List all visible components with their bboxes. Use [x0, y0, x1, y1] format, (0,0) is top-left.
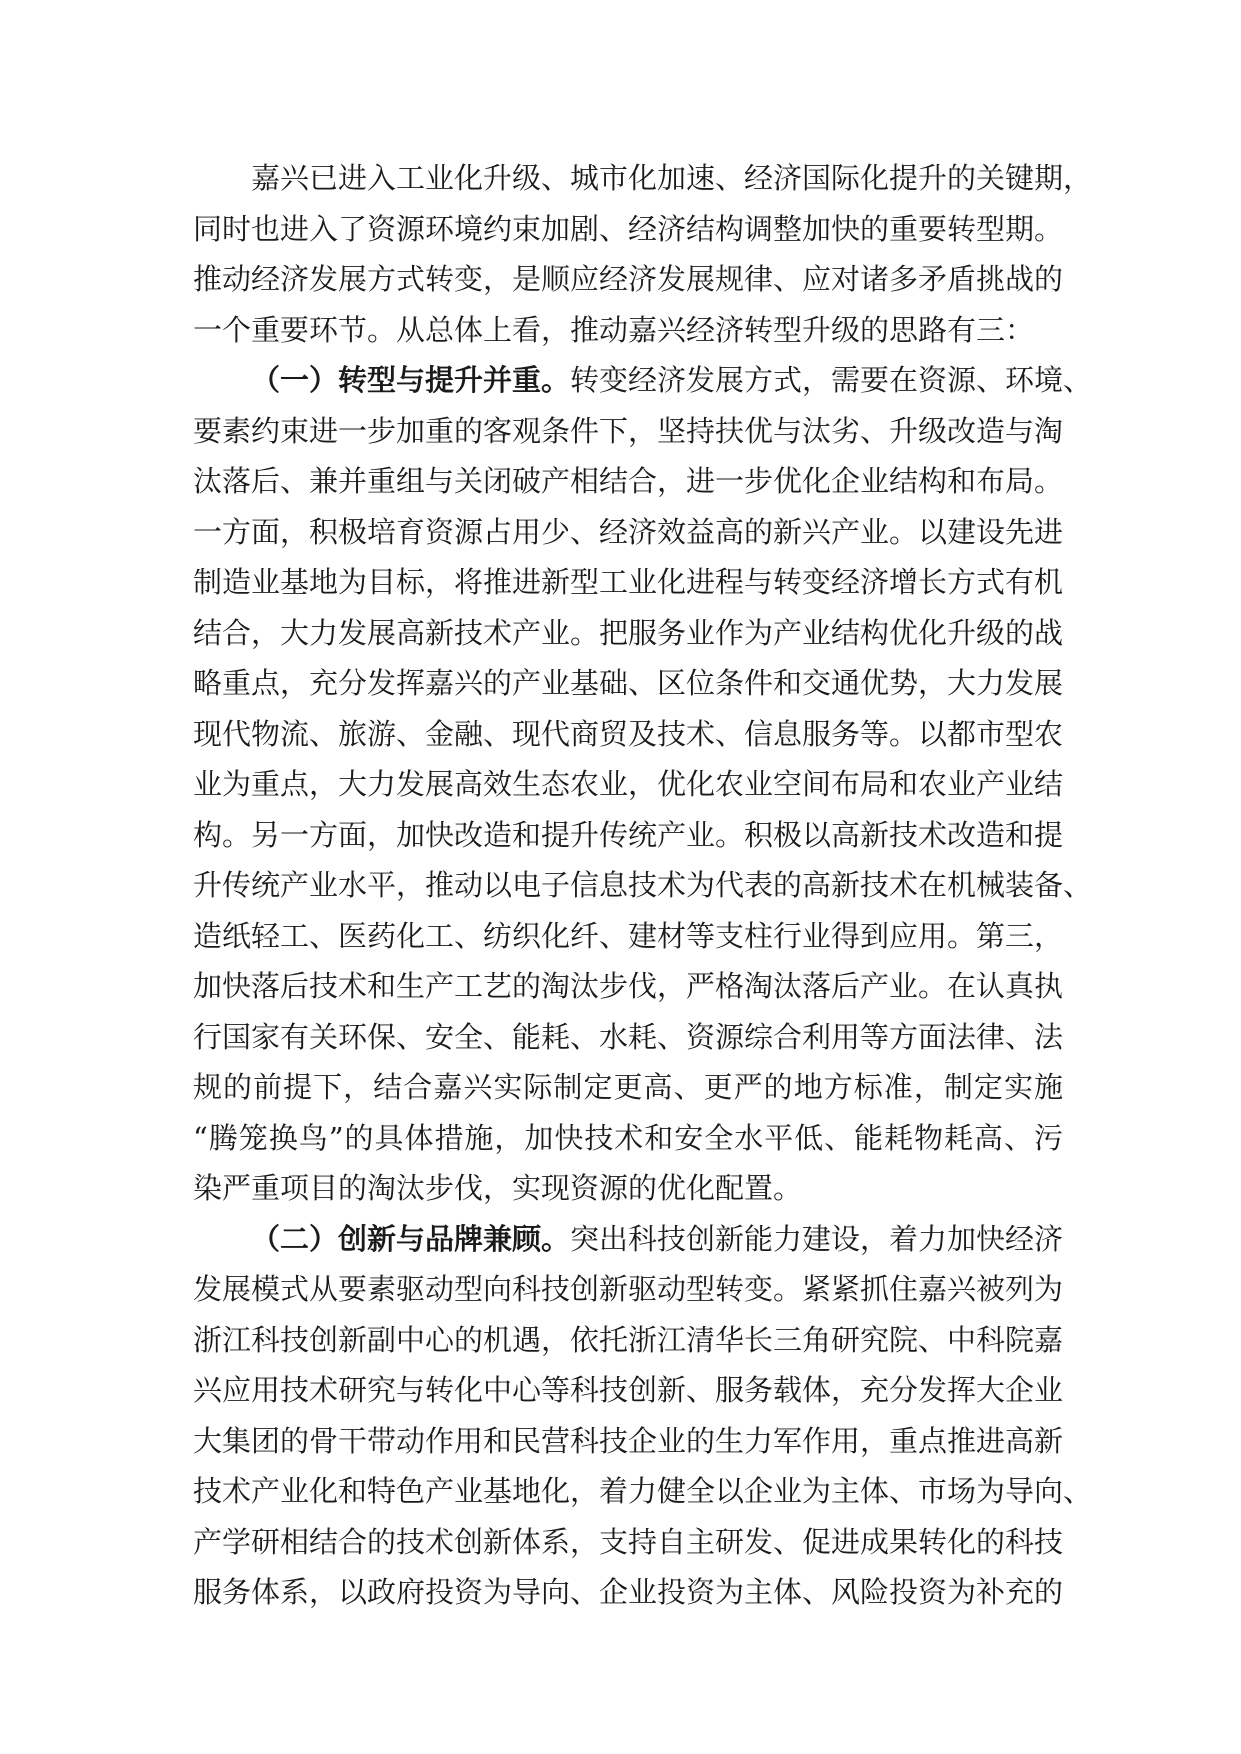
paragraph-line: 发展模式从要素驱动型向科技创新驱动型转变。紧紧抓住嘉兴被列为 [193, 1272, 1064, 1306]
section-transformation [193, 355, 1093, 1214]
paragraph-line: 推动经济发展方式转变，是顺应经济发展规律、应对诸多矛盾挑战的 [193, 262, 1064, 296]
section-heading: （一）转型与提升并重。 [251, 363, 571, 397]
paragraph-line: 制造业基地为目标，将推进新型工业化进程与转变经济增长方式有机 [193, 565, 1064, 599]
paragraph-line: 染严重项目的淘汰步伐，实现资源的优化配置。 [193, 1171, 803, 1205]
paragraph-line: 结合，大力发展高新技术产业。把服务业作为产业结构优化升级的战 [193, 615, 1064, 650]
paragraph-line: 升传统产业水平，推动以电子信息技术为代表的高新技术在机械装备、 [193, 868, 1093, 902]
paragraph-line: 嘉兴已进入工业化升级、城市化加速、经济国际化提升的关键期， [251, 161, 1093, 195]
paragraph-text: 突出科技创新能力建设，着力加快经济 [570, 1221, 1064, 1256]
paragraph-line: 服务体系，以政府投资为导向、企业投资为主体、风险投资为补充的 [193, 1575, 1064, 1609]
paragraph-first-line [193, 1214, 1063, 1265]
paragraph-line: 技术产业化和特色产业基地化，着力健全以企业为主体、市场为导向、 [193, 1474, 1093, 1508]
paragraph-line: 兴应用技术研究与转化中心等科技创新、服务载体，充分发挥大企业 [193, 1373, 1064, 1407]
paragraph-text: 转变经济发展方式，需要在资源、环境、 [570, 363, 1093, 397]
paragraph-line: 要素约束进一步加重的客观条件下，坚持扶优与汰劣、升级改造与淘 [193, 413, 1064, 448]
paragraph-line: 一个重要环节。从总体上看，推动嘉兴经济转型升级的思路有三： [193, 312, 1035, 347]
paragraph-line: 产学研相结合的技术创新体系，支持自主研发、促进成果转化的科技 [193, 1524, 1064, 1559]
paragraph-line: 造纸轻工、医药化工、纺织化纤、建材等支柱行业得到应用。第三， [193, 918, 1064, 953]
document-body [193, 153, 1093, 1618]
paragraph-line: 规的前提下，结合嘉兴实际制定更高、更严的地方标准，制定实施 [193, 1070, 1063, 1104]
paragraph-line: 业为重点，大力发展高效生态农业，优化农业空间布局和农业产业结 [193, 767, 1064, 801]
paragraph-line: 略重点，充分发挥嘉兴的产业基础、区位条件和交通优势，大力发展 [193, 666, 1064, 700]
paragraph-line: “腾笼换鸟”的具体措施，加快技术和安全水平低、能耗物耗高、污 [193, 1120, 1063, 1155]
paragraph-line: 加快落后技术和生产工艺的淘汰步伐，严格淘汰落后产业。在认真执 [193, 969, 1064, 1003]
paragraph-line: 同时也进入了资源环境约束加剧、经济结构调整加快的重要转型期。 [193, 211, 1064, 246]
paragraph-line: 汰落后、兼并重组与关闭破产相结合，进一步优化企业结构和布局。 [193, 464, 1064, 498]
section-heading: （二）创新与品牌兼顾。 [251, 1221, 571, 1256]
section-innovation [193, 1214, 1093, 1618]
paragraph-line: 浙江科技创新副中心的机遇，依托浙江清华长三角研究院、中科院嘉 [193, 1322, 1064, 1357]
paragraph-line: 行国家有关环保、安全、能耗、水耗、资源综合利用等方面法律、法 [193, 1019, 1064, 1054]
paragraph-intro [193, 153, 1093, 355]
paragraph-line: 现代物流、旅游、金融、现代商贸及技术、信息服务等。以都市型农 [193, 716, 1064, 751]
paragraph-line: 大集团的骨干带动作用和民营科技企业的生力军作用，重点推进高新 [193, 1423, 1064, 1458]
paragraph-line: 一方面，积极培育资源占用少、经济效益高的新兴产业。以建设先进 [193, 514, 1064, 549]
paragraph-first-line [193, 355, 1093, 406]
paragraph-line: 构。另一方面，加快改造和提升传统产业。积极以高新技术改造和提 [193, 817, 1064, 852]
